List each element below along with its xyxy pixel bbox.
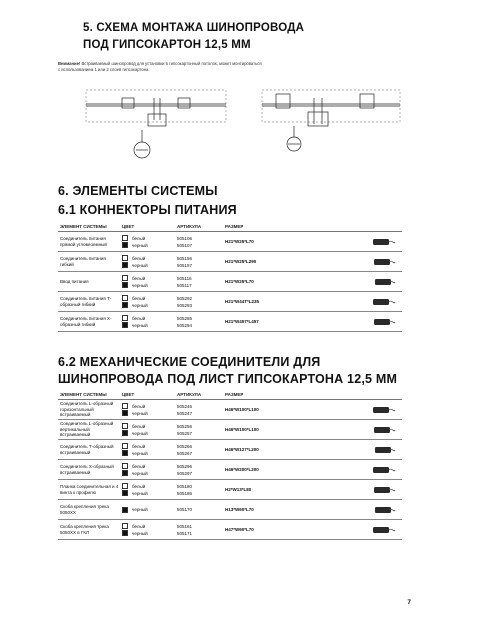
section5-title-line1: 5. СХЕМА МОНТАЖА ШИНОПРОВОДА — [83, 22, 305, 34]
color-cell — [120, 315, 177, 329]
color-cell — [120, 483, 177, 497]
product-thumbnail-icon — [370, 523, 396, 537]
article-cell — [177, 255, 225, 269]
product-thumbnail-icon — [370, 403, 396, 417]
product-thumbnail-icon — [370, 295, 396, 309]
color-swatch — [122, 470, 128, 476]
element-name: Соединитель L-образный горизонтальный встраиваемый — [60, 400, 114, 418]
article-cell — [177, 523, 225, 537]
color-label: черный — [132, 490, 148, 496]
product-thumbnail-icon — [370, 463, 396, 477]
power-connectors-table — [58, 222, 402, 332]
article-number: 505267 — [177, 450, 193, 456]
note-line2: с использованием 1 или 2 слоев гипсокартона. — [58, 67, 150, 72]
article-number: 505157 — [177, 262, 193, 268]
size-value: H13*W60*L70 — [225, 507, 254, 512]
header-element: ЭЛЕМЕНТ СИСТЕМЫ — [60, 223, 107, 229]
article-cell — [177, 235, 225, 249]
article-cell — [177, 315, 225, 329]
image-cell — [309, 235, 402, 249]
mounting-diagram-svg — [84, 84, 402, 164]
color-swatch — [122, 235, 128, 241]
element-name: Соединитель Т-образный встраиваемый — [60, 443, 114, 455]
color-swatch — [122, 507, 128, 513]
color-option — [122, 530, 177, 537]
color-swatch — [122, 322, 128, 328]
color-cell — [120, 443, 177, 457]
mounting-diagram — [84, 84, 402, 164]
section6-title: 6. ЭЛЕМЕНТЫ СИСТЕМЫ — [58, 184, 218, 198]
color-label: белый — [132, 463, 146, 469]
table-row — [58, 232, 402, 252]
element-name: Скоба крепления трека 5050ХХ — [60, 503, 109, 515]
color-swatch — [122, 242, 128, 248]
element-name: Скоба крепления трека 5050ХХ в ГКЛ — [60, 523, 109, 535]
color-label: черный — [132, 507, 148, 512]
product-thumbnail-icon — [370, 255, 396, 269]
header-article: АРТИКУЛА — [177, 224, 202, 229]
color-label: черный — [132, 410, 148, 416]
size-value: H21*W25*L70 — [225, 279, 254, 284]
article-number: 505285 — [177, 315, 193, 321]
color-label: черный — [132, 262, 148, 268]
color-label: белый — [132, 423, 146, 429]
article-number: 505161 — [177, 523, 193, 529]
product-thumbnail-icon — [370, 275, 396, 289]
header-article: АРТИКУЛА — [177, 392, 202, 397]
color-swatch — [122, 315, 128, 321]
article-cell — [177, 423, 225, 437]
section5-note — [58, 61, 428, 73]
element-name: Соединитель Х-образный встраиваемый — [60, 463, 114, 475]
color-label: белый — [132, 275, 146, 281]
page-number: 7 — [407, 599, 411, 606]
color-option — [122, 403, 177, 410]
color-option — [122, 470, 177, 477]
header-color: ЦВЕТ — [122, 224, 135, 229]
color-swatch — [122, 450, 128, 456]
size-value: H21*W44T*L235 — [225, 299, 260, 304]
article-cell — [177, 463, 225, 477]
color-label: черный — [132, 302, 148, 308]
size-value: H46*W100*L100 — [225, 407, 259, 412]
size-value: H47*W60*L70 — [225, 527, 254, 532]
color-option — [122, 255, 177, 262]
article-number: 505247 — [177, 410, 193, 416]
color-swatch — [122, 410, 128, 416]
article-number: 505246 — [177, 403, 193, 409]
image-cell — [309, 315, 402, 329]
color-cell — [120, 403, 177, 417]
color-option — [122, 430, 177, 437]
color-cell — [120, 235, 177, 249]
element-name: Соединитель питания прямой угловеоемный — [60, 235, 107, 247]
image-cell — [309, 423, 402, 437]
image-cell — [309, 463, 402, 477]
product-thumbnail-icon — [370, 503, 396, 517]
table-row — [58, 292, 402, 312]
color-swatch — [122, 403, 128, 409]
color-option — [122, 450, 177, 457]
color-swatch — [122, 275, 128, 281]
element-name: Соединитель питания Т-образный гибкий — [60, 295, 112, 307]
section61-title: 6.1 КОННЕКТОРЫ ПИТАНИЯ — [58, 203, 237, 217]
product-thumbnail-icon — [370, 315, 396, 329]
color-option — [122, 302, 177, 309]
table-row — [58, 252, 402, 272]
article-number: 505256 — [177, 423, 193, 429]
element-name: Соединитель питания гибкий — [60, 255, 106, 267]
color-label: черный — [132, 530, 148, 536]
color-option — [122, 423, 177, 430]
table-row — [58, 440, 402, 460]
article-number: 505117 — [177, 282, 192, 288]
color-option — [122, 443, 177, 450]
color-swatch — [122, 262, 128, 268]
color-swatch — [122, 430, 128, 436]
mechanical-connectors-table — [58, 390, 402, 540]
color-cell — [120, 275, 177, 289]
color-swatch — [122, 295, 128, 301]
article-cell — [177, 275, 225, 289]
image-cell — [309, 443, 402, 457]
color-label: черный — [132, 282, 148, 288]
table-row — [58, 400, 402, 420]
article-number: 505116 — [177, 275, 192, 281]
color-option — [122, 322, 177, 329]
color-option — [122, 282, 177, 289]
color-label: белый — [132, 255, 146, 261]
color-cell — [120, 255, 177, 269]
color-swatch — [122, 282, 128, 288]
image-cell — [309, 275, 402, 289]
size-value: H46*W100*L100 — [225, 427, 259, 432]
element-name: Соединитель питания Х-образный гибкий — [60, 315, 112, 327]
product-thumbnail-icon — [370, 235, 396, 249]
article-number: 505156 — [177, 255, 193, 261]
size-value: H2*W13*L80 — [225, 487, 252, 492]
color-option — [122, 242, 177, 249]
table-row — [58, 480, 402, 500]
article-number: 505294 — [177, 322, 193, 328]
color-cell — [120, 423, 177, 437]
color-swatch — [122, 443, 128, 449]
section5-title-line2: ПОД ГИПСОКАРТОН 12,5 ММ — [83, 39, 251, 51]
color-label: белый — [132, 235, 146, 241]
article-cell — [177, 506, 225, 513]
size-value: H46*W127*L200 — [225, 447, 259, 452]
color-label: белый — [132, 523, 146, 529]
color-swatch — [122, 423, 128, 429]
size-value: H21*W457*L457 — [225, 319, 259, 324]
article-number: 505107 — [177, 242, 193, 248]
article-number: 505171 — [177, 530, 193, 536]
color-label: белый — [132, 315, 146, 321]
color-label: черный — [132, 450, 148, 456]
element-name: Ввод питания — [60, 278, 89, 284]
table-row — [58, 312, 402, 332]
table-row — [58, 420, 402, 440]
color-swatch — [122, 255, 128, 261]
table-row — [58, 272, 402, 292]
table-header — [58, 390, 402, 400]
article-number: 505180 — [177, 483, 193, 489]
color-swatch — [122, 530, 128, 536]
article-cell — [177, 443, 225, 457]
table-header — [58, 222, 402, 232]
color-cell — [120, 506, 177, 513]
color-option — [122, 315, 177, 322]
color-option — [122, 506, 177, 513]
color-option — [122, 275, 177, 282]
size-value: H21*W25*L70 — [225, 239, 254, 244]
color-label: черный — [132, 430, 148, 436]
color-label: белый — [132, 443, 146, 449]
product-thumbnail-icon — [370, 483, 396, 497]
header-element: ЭЛЕМЕНТ СИСТЕМЫ — [60, 391, 107, 397]
color-label: белый — [132, 403, 146, 409]
note-line1: Встраиваемый шинопровод для установки в гипсокартонный потолок, может монтироваться — [80, 61, 262, 66]
article-number: 505106 — [177, 235, 193, 241]
color-label: белый — [132, 295, 146, 301]
image-cell — [309, 255, 402, 269]
color-cell — [120, 463, 177, 477]
article-number: 505296 — [177, 463, 193, 469]
color-label: черный — [132, 322, 148, 328]
note-bold: Внимание! — [58, 61, 81, 66]
color-option — [122, 295, 177, 302]
article-cell — [177, 483, 225, 497]
element-name: Планка соединительная и 4 винта к профилю — [60, 483, 119, 495]
header-color: ЦВЕТ — [122, 392, 135, 397]
article-number: 505170 — [177, 507, 193, 512]
color-swatch — [122, 490, 128, 496]
article-cell — [177, 295, 225, 309]
header-size: РАЗМЕР — [225, 392, 244, 397]
article-number: 505257 — [177, 430, 193, 436]
image-cell — [309, 403, 402, 417]
color-label: черный — [132, 242, 148, 248]
size-value: H21*W25*L290 — [225, 259, 257, 264]
product-thumbnail-icon — [370, 423, 396, 437]
color-option — [122, 410, 177, 417]
color-option — [122, 490, 177, 497]
header-size: РАЗМЕР — [225, 224, 244, 229]
color-label: белый — [132, 483, 146, 489]
image-cell — [309, 523, 402, 537]
article-number: 505293 — [177, 302, 193, 308]
element-name: Соединитель L-образный вертикальный встраиваемый — [60, 420, 114, 438]
color-swatch — [122, 523, 128, 529]
color-cell — [120, 523, 177, 537]
section62-title-line1: 6.2 МЕХАНИЧЕСКИЕ СОЕДИНИТЕЛИ ДЛЯ — [58, 355, 321, 369]
table-row — [58, 460, 402, 480]
article-cell — [177, 403, 225, 417]
size-value: H46*W200*L200 — [225, 467, 259, 472]
color-option — [122, 463, 177, 470]
product-thumbnail-icon — [370, 443, 396, 457]
article-number: 505297 — [177, 470, 193, 476]
table-row — [58, 500, 402, 520]
article-number: 505186 — [177, 490, 193, 496]
article-number: 505266 — [177, 443, 193, 449]
color-swatch — [122, 483, 128, 489]
color-swatch — [122, 302, 128, 308]
color-label: черный — [132, 470, 148, 476]
color-option — [122, 235, 177, 242]
color-option — [122, 523, 177, 530]
table-row — [58, 520, 402, 540]
image-cell — [309, 483, 402, 497]
color-option — [122, 483, 177, 490]
color-cell — [120, 295, 177, 309]
image-cell — [309, 295, 402, 309]
section62-title-line2: ШИНОПРОВОДА ПОД ЛИСТ ГИПСОКАРТОНА 12,5 ММ — [58, 372, 398, 386]
color-option — [122, 262, 177, 269]
article-number: 505292 — [177, 295, 193, 301]
color-swatch — [122, 463, 128, 469]
image-cell — [309, 503, 402, 517]
